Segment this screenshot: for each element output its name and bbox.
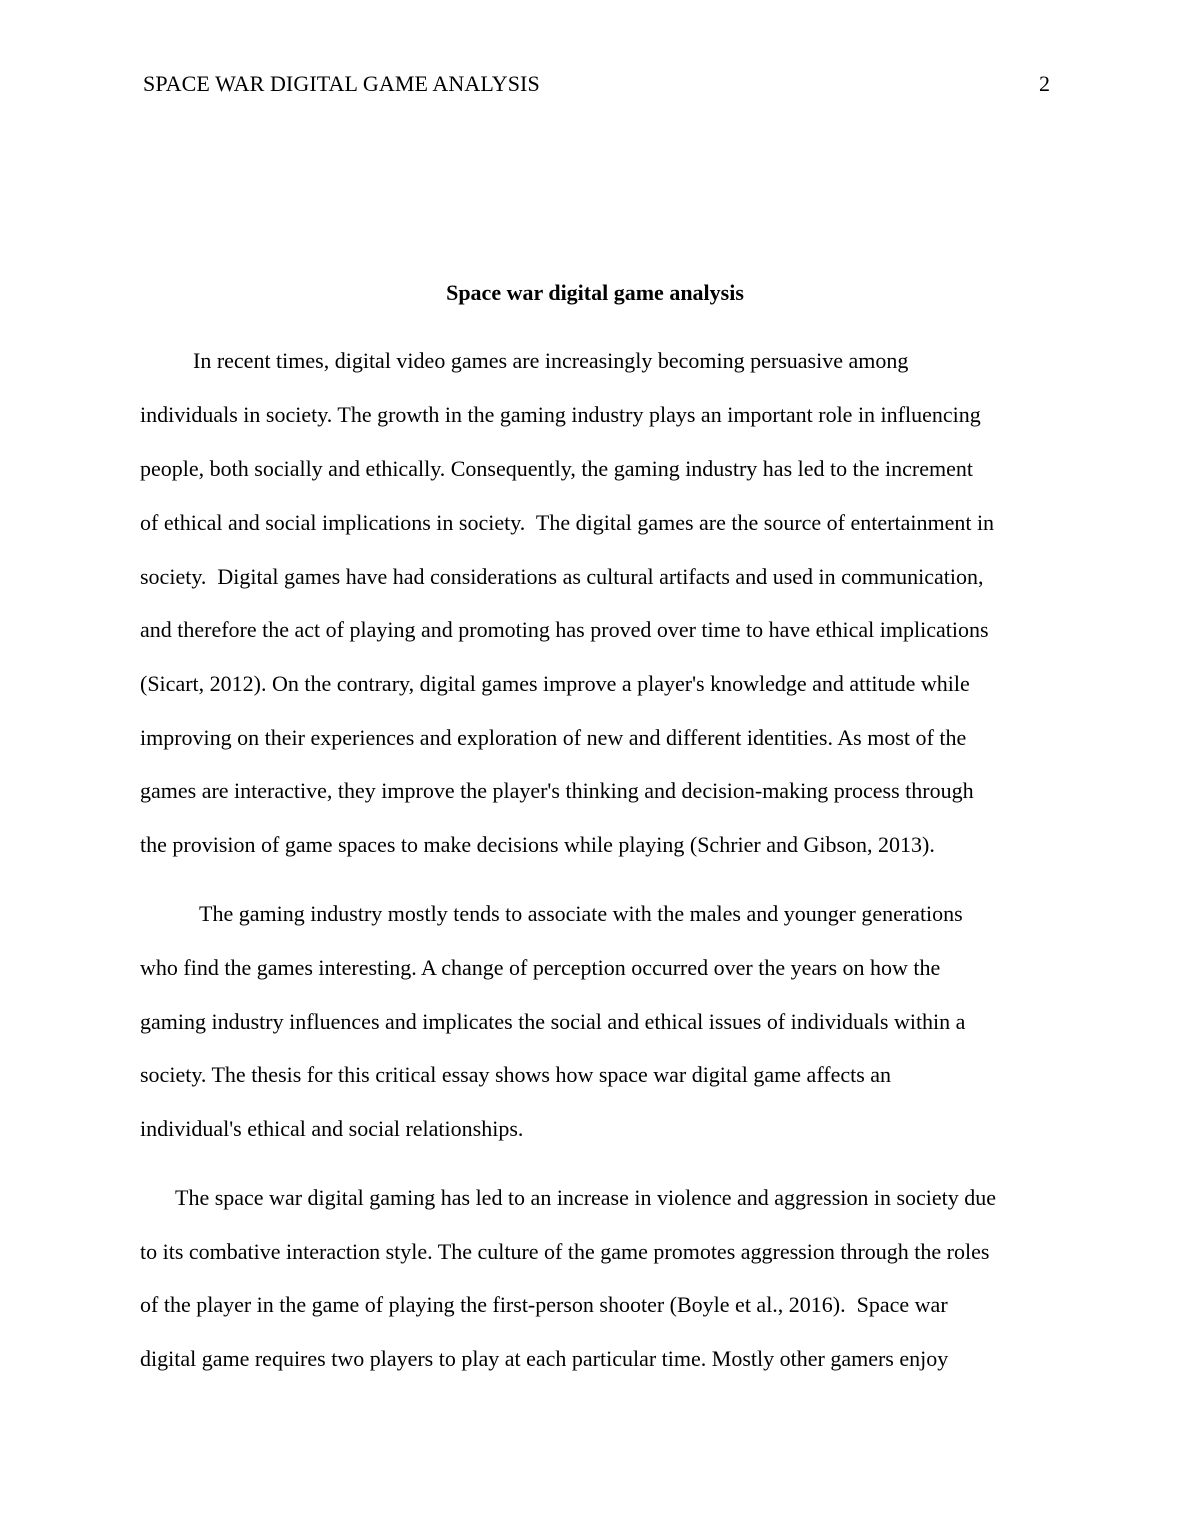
- paragraph-1-line-6: and therefore the act of playing and promoting has proved over time to have ethical implications: [140, 617, 989, 642]
- paragraph-1-line-8: improving on their experiences and exploration of new and different identities. As most of the: [140, 725, 967, 750]
- paragraph-3-line-4: digital game requires two players to play at each particular time. Mostly other gamers enjoy: [140, 1346, 949, 1371]
- paragraph-1-line-2: individuals in society. The growth in the gaming industry plays an important role in influencing: [140, 402, 981, 427]
- paragraph-1-line-4: of ethical and social implications in society. The digital games are the source of entertainment in: [140, 510, 995, 535]
- paragraph-3-line-1: The space war digital gaming has led to an increase in violence and aggression in society due: [175, 1185, 997, 1210]
- page-number: 2: [1039, 71, 1050, 96]
- paragraph-1-line-10: the provision of game spaces to make decisions while playing (Schrier and Gibson, 2013).: [140, 832, 935, 857]
- paragraph-2-line-1: The gaming industry mostly tends to associate with the males and younger generations: [199, 901, 963, 926]
- paragraph-2-line-3: gaming industry influences and implicates the social and ethical issues of individuals within a: [140, 1009, 966, 1034]
- paragraph-3-line-3: of the player in the game of playing the first-person shooter (Boyle et al., 2016). Space war: [140, 1292, 948, 1317]
- paragraph-1-line-3: people, both socially and ethically. Consequently, the gaming industry has led to the increment: [140, 456, 973, 481]
- paragraph-3-line-2: to its combative interaction style. The culture of the game promotes aggression through the roles: [140, 1239, 990, 1264]
- running-head: SPACE WAR DIGITAL GAME ANALYSIS: [143, 71, 540, 96]
- paragraph-2-line-5: individual's ethical and social relationships.: [140, 1116, 524, 1141]
- paragraph-1-line-7: (Sicart, 2012). On the contrary, digital games improve a player's knowledge and attitude while: [140, 671, 970, 696]
- paragraph-1-line-1: In recent times, digital video games are increasingly becoming persuasive among: [193, 348, 909, 373]
- essay-title: Space war digital game analysis: [446, 280, 744, 305]
- paragraph-2-line-4: society. The thesis for this critical essay shows how space war digital game affects an: [140, 1062, 892, 1087]
- paragraph-1-line-9: games are interactive, they improve the player's thinking and decision-making process through: [140, 778, 974, 803]
- paragraph-1-line-5: society. Digital games have had considerations as cultural artifacts and used in communication,: [140, 564, 984, 589]
- paragraph-2-line-2: who find the games interesting. A change of perception occurred over the years on how the: [140, 955, 941, 980]
